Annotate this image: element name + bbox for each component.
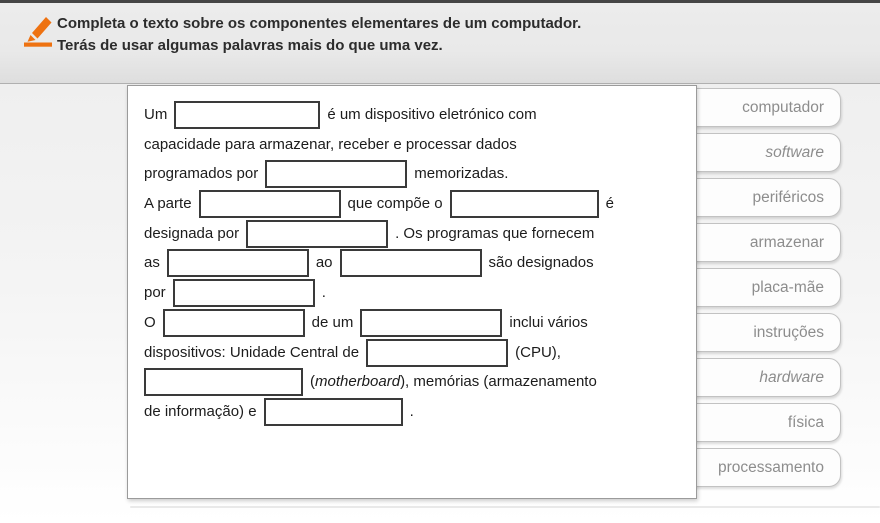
answer-blank[interactable] xyxy=(450,190,599,218)
pencil-icon xyxy=(21,12,57,48)
text-segment-italic: motherboard xyxy=(315,373,401,391)
text-segment: que compõe o xyxy=(347,195,443,213)
word-tile-label: física xyxy=(787,414,824,431)
text-segment: ao xyxy=(315,254,333,272)
instruction-text xyxy=(57,13,581,57)
text-segment: . Os programas que fornecem xyxy=(395,224,595,242)
text-segment: dispositivos: Unidade Central de xyxy=(144,343,360,361)
answer-blank[interactable] xyxy=(163,309,305,337)
word-tile-label: hardware xyxy=(759,369,824,386)
text-line xyxy=(144,308,688,338)
instruction-line-1: Completa o texto sobre os componentes elementares de um computador. xyxy=(57,15,582,32)
text-line xyxy=(144,159,688,189)
text-line xyxy=(144,367,688,397)
answer-blank[interactable] xyxy=(167,249,309,277)
text-segment: A parte xyxy=(144,195,192,213)
text-segment: (CPU), xyxy=(515,343,561,361)
word-tile-label: armazenar xyxy=(749,234,824,251)
answer-blank[interactable] xyxy=(340,249,482,277)
text-segment: memorizadas. xyxy=(414,165,509,183)
answer-blank[interactable] xyxy=(174,101,320,129)
word-tile-label: placa-mãe xyxy=(751,279,824,296)
content-bottom-divider xyxy=(130,506,880,508)
text-line xyxy=(144,219,688,249)
word-tile-label: software xyxy=(765,144,824,161)
text-segment: as xyxy=(144,254,160,272)
text-segment: por xyxy=(144,284,166,302)
answer-blank[interactable] xyxy=(173,279,315,307)
text-line xyxy=(144,189,688,219)
text-segment: designada por xyxy=(144,224,240,242)
text-segment: ( xyxy=(310,373,315,391)
text-segment: O xyxy=(144,313,156,331)
exercise-text xyxy=(144,100,688,427)
text-line xyxy=(144,397,688,427)
text-segment: capacidade para armazenar, receber e processar dados xyxy=(144,135,517,153)
answer-blank[interactable] xyxy=(265,160,407,188)
word-tile-label: computador xyxy=(742,99,824,116)
text-segment: programados por xyxy=(144,165,259,183)
word-tile-label: instruções xyxy=(753,324,824,341)
text-line xyxy=(144,278,688,308)
answer-blank[interactable] xyxy=(264,398,403,426)
text-segment: de informação) e xyxy=(144,402,257,420)
answer-blank[interactable] xyxy=(246,220,388,248)
word-tile-label: processamento xyxy=(718,459,824,476)
word-tile-label: periféricos xyxy=(752,189,824,206)
instruction-line-2: Terás de usar algumas palavras mais do que uma vez. xyxy=(57,37,443,54)
instruction-header xyxy=(0,3,880,84)
text-segment: . xyxy=(409,402,414,420)
text-segment: são designados xyxy=(488,254,594,272)
text-segment: . xyxy=(321,284,326,302)
text-line xyxy=(144,100,688,130)
answer-blank[interactable] xyxy=(360,309,502,337)
text-line xyxy=(144,338,688,368)
text-segment: de um xyxy=(311,313,354,331)
text-line xyxy=(144,248,688,278)
text-segment: é um dispositivo eletrónico com xyxy=(327,106,537,123)
exercise-panel xyxy=(127,85,697,499)
answer-blank[interactable] xyxy=(199,190,341,218)
text-segment: Um xyxy=(144,106,168,123)
text-segment: é xyxy=(605,195,614,213)
answer-blank[interactable] xyxy=(144,368,303,396)
text-line xyxy=(144,130,688,160)
text-segment: inclui vários xyxy=(509,313,588,331)
answer-blank[interactable] xyxy=(366,339,508,367)
text-segment: ), memórias (armazenamento xyxy=(400,373,597,391)
